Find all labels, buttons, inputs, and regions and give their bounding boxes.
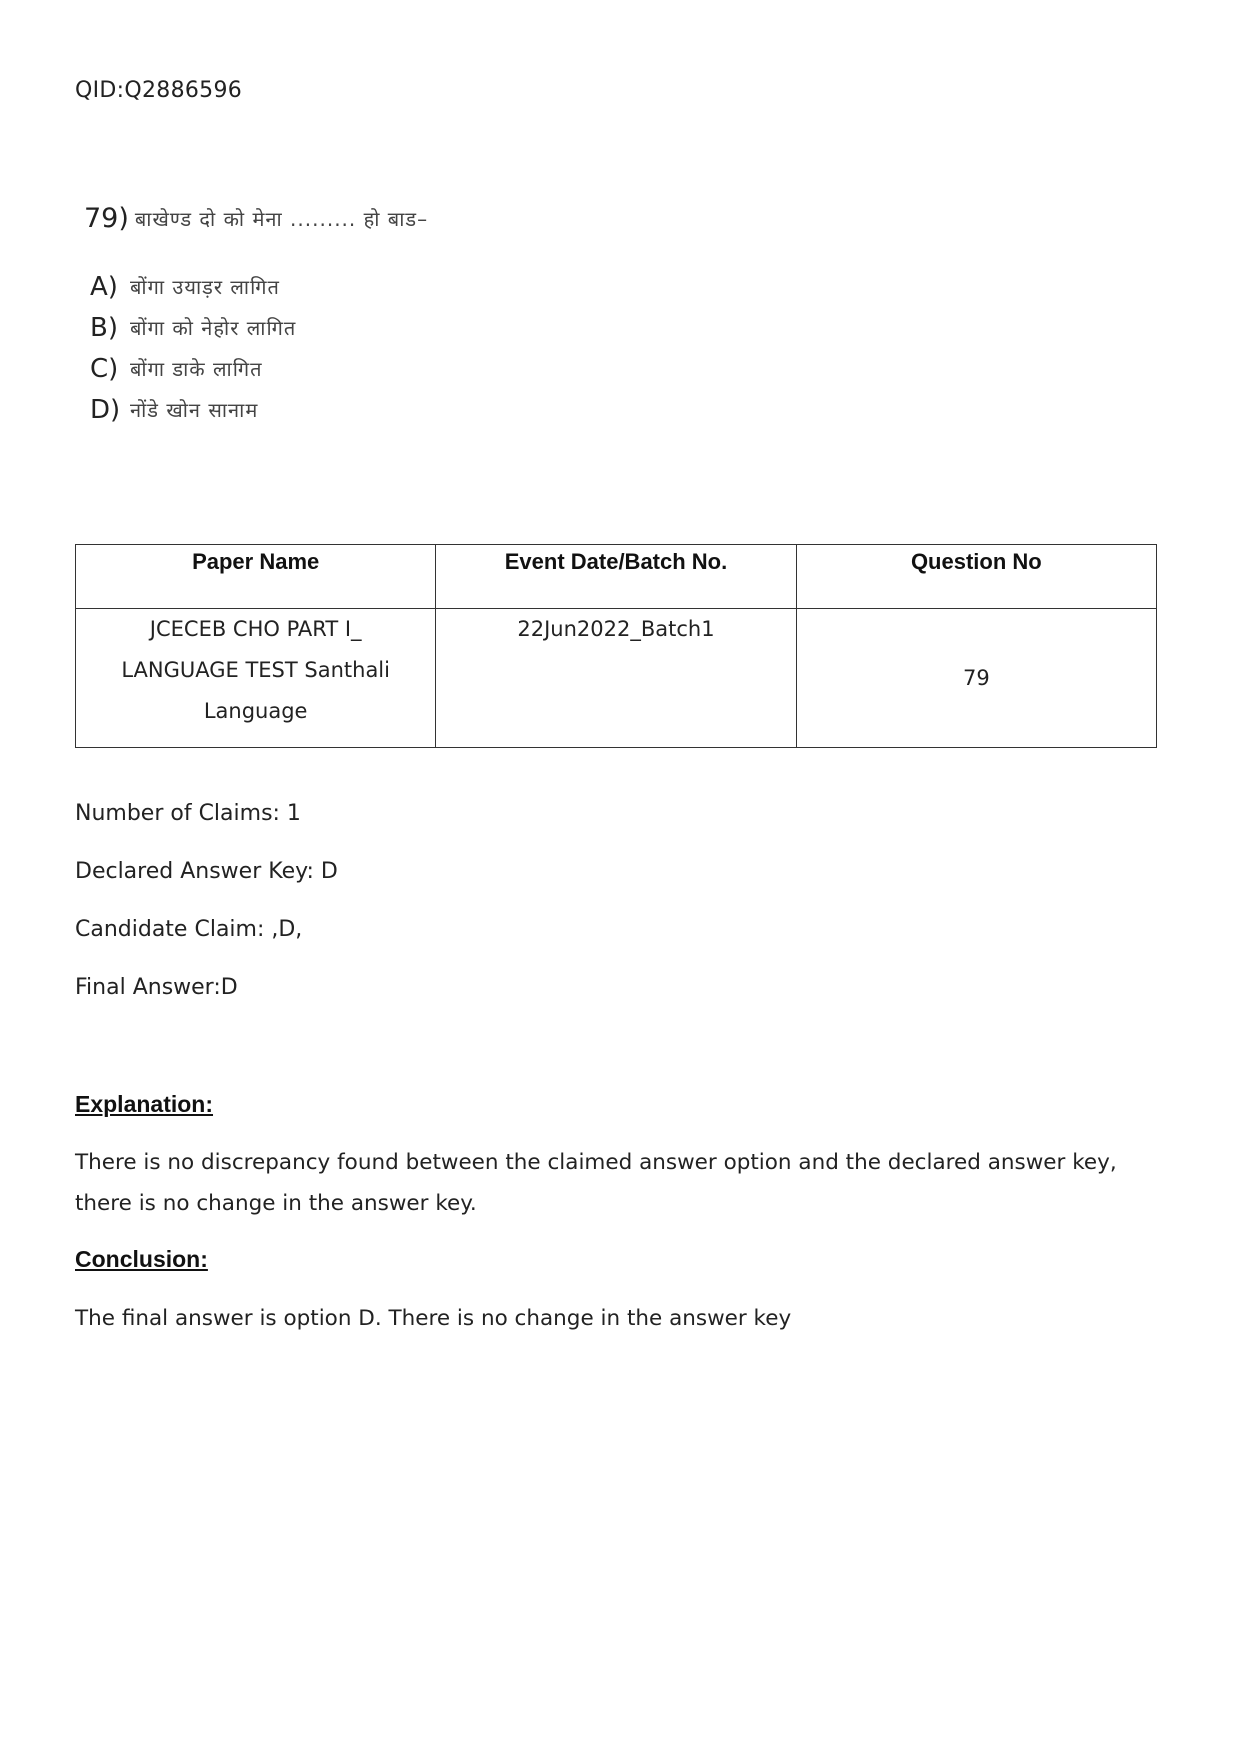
option-text: नोंडे खोन सानाम: [130, 398, 259, 422]
header-paper-name: Paper Name: [76, 545, 436, 609]
option-text: बोंगा को नेहोर लागित: [130, 316, 297, 340]
option-b: [90, 307, 428, 348]
paper-name-line-3: Language: [203, 699, 308, 723]
qid-label: QID:Q2886596: [75, 78, 243, 103]
paper-name-line-1: JCECEB CHO PART I_: [149, 617, 362, 641]
claim-details: [75, 800, 338, 1032]
info-table: [75, 544, 1157, 748]
cell-question-no: 79: [796, 609, 1156, 748]
question-line: [84, 198, 428, 238]
explanation-text: There is no discrepancy found between the claimed answer option and the declared answer key, there is no change in the answer key.: [75, 1150, 1117, 1216]
question-text: बाखेण्ड दो को मेना ......... हो बाड–: [134, 206, 429, 231]
final-answer: Final Answer:D: [75, 975, 238, 1000]
conclusion-text: The final answer is option D. There is no change in the answer key: [75, 1306, 792, 1331]
question-image: [84, 198, 428, 430]
header-event-batch: Event Date/Batch No.: [436, 545, 796, 609]
declared-answer-key: Declared Answer Key: D: [75, 859, 338, 884]
header-question-no: Question No: [796, 545, 1156, 609]
conclusion-heading: Conclusion:: [75, 1246, 208, 1272]
option-text: बोंगा डाके लागित: [130, 357, 263, 381]
option-c: [90, 348, 428, 389]
option-a: [90, 266, 428, 307]
paper-name-line-2: LANGUAGE TEST Santhali: [121, 658, 390, 682]
option-text: बोंगा उयाड़र लागित: [130, 275, 280, 299]
candidate-claim: Candidate Claim: ,D,: [75, 917, 303, 942]
option-label: D): [90, 394, 121, 425]
table-header-row: [76, 545, 1157, 609]
table-row: [76, 609, 1157, 748]
options-list: [90, 266, 428, 430]
number-of-claims: Number of Claims: 1: [75, 801, 301, 826]
option-label: A): [90, 271, 118, 302]
question-number: 79): [84, 202, 129, 234]
explanation-heading: Explanation:: [75, 1091, 214, 1117]
option-label: C): [90, 353, 119, 384]
option-d: [90, 389, 428, 430]
cell-event-batch: 22Jun2022_Batch1: [436, 609, 796, 748]
cell-paper-name: [76, 609, 436, 748]
option-label: B): [90, 312, 118, 343]
